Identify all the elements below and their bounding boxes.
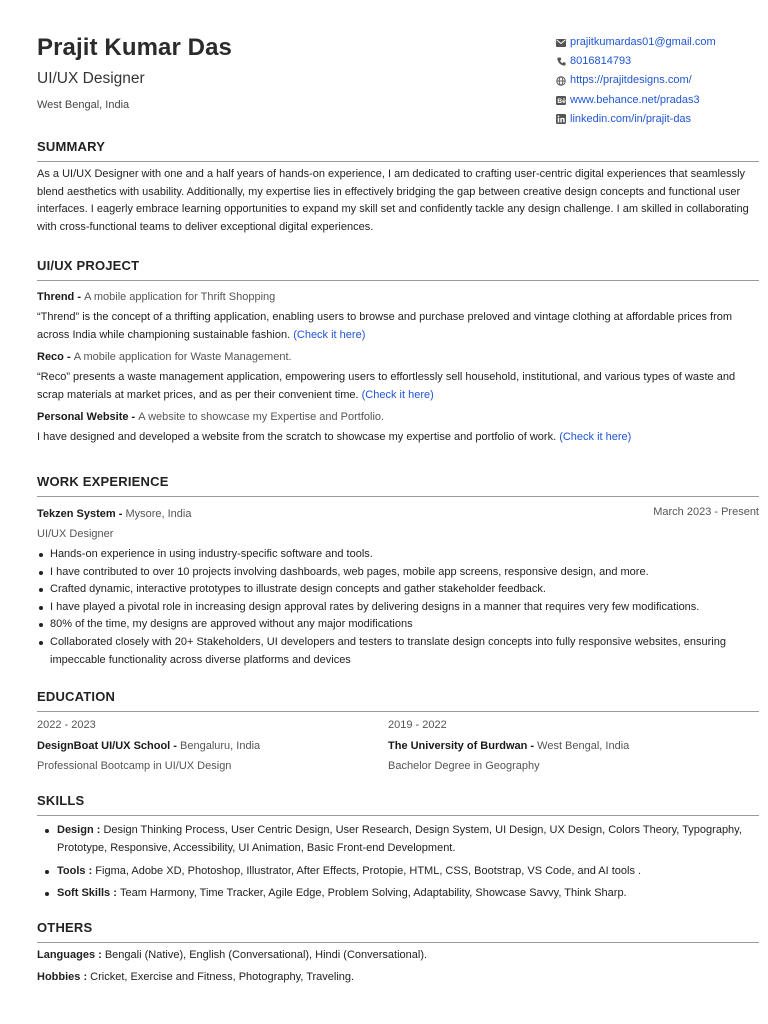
languages-text: Bengali (Native), English (Conversational), Hindi (Conversational). [104,949,428,961]
hobbies-line [37,969,759,987]
skill-label: Design : [57,824,104,836]
project-title [37,350,759,364]
project-link[interactable]: (Check it here) [293,328,366,341]
company-name: Tekzen System - [37,508,126,520]
project-link[interactable]: (Check it here) [559,431,632,444]
project-name: Thrend - [37,291,85,303]
contact-phone[interactable] [556,52,716,71]
education-dates: 2019 - 2022 [388,719,447,731]
projects-heading: UI/UX PROJECT [37,258,140,273]
education-item [37,718,260,773]
section-divider [37,711,759,712]
languages-line [37,947,759,965]
experience-dates: March 2023 - Present [653,506,759,518]
project-description [37,369,759,404]
list-item: Hands-on experience in using industry-specific software and tools. [37,546,759,564]
candidate-role: UI/UX Designer [37,70,145,87]
website-link[interactable]: https://prajitdesigns.com/ [570,74,692,87]
others-section [37,920,759,986]
skills-list [37,822,759,902]
skills-section [37,793,759,902]
education-heading: EDUCATION [37,689,116,704]
school-location: Bengaluru, India [180,740,261,752]
linkedin-icon [556,114,566,124]
contact-behance[interactable] [556,91,716,110]
experience-role: UI/UX Designer [37,528,114,540]
experience-header-row [37,507,759,521]
school-location: West Bengal, India [537,740,630,752]
hobbies-text: Cricket, Exercise and Fitness, Photography, Traveling. [90,970,355,983]
summary-text: As a UI/UX Designer with one and a half years of hands-on experience, I am dedicated to crafting user-centric digital experiences that seamlessly blend aesthetics with usability. Additionally, my expertise lies in effectively bridging the gap between creative design concepts and functional user interfaces. I eagerly embrace learning opportunities to expand my skill set and confidently tackle any design challenge. I am skilled in collaborating with cross-functional teams to deliver exceptional digital experiences. [37,168,749,233]
languages-label: Languages : [37,949,105,961]
section-divider [37,496,759,497]
experience-section [37,474,759,669]
svg-text:Bē: Bē [557,97,566,105]
list-item: 80% of the time, my designs are approved without any major modifications [37,616,759,634]
education-school-line [37,739,260,753]
list-item: Collaborated closely with 20+ Stakeholders, UI developers and testers to translate design concepts into fully responsive websites, ensuring impeccable functionality across diverse platforms and devices [37,634,759,669]
section-divider [37,161,759,162]
list-item: Crafted dynamic, interactive prototypes to illustrate design concepts and gather stakeholder feedback. [37,581,759,599]
skill-item [37,822,759,857]
contact-website[interactable] [556,71,716,90]
list-item: I have contributed to over 10 projects involving dashboards, web pages, mobile app screens, responsive design, and more. [37,564,759,582]
project-desc-text: “Reco” presents a waste management application, empowering users to effortlessly sell household, institutional, and various types of waste and scrap materials at market prices, and as per their convenient time. [37,371,736,401]
skill-item [37,863,759,881]
projects-section [37,258,759,447]
hobbies-label: Hobbies : [37,970,91,983]
project-desc-text: “Thrend” is the concept of a thrifting application, enabling users to browse and purchase preloved and vintage clothing at affordable prices from across India while championing sustainable fashion. [37,311,733,341]
linkedin-link[interactable]: linkedin.com/in/prajit-das [570,112,692,125]
education-school-line [388,739,629,753]
skill-label: Soft Skills : [57,886,120,899]
experience-bullets [37,546,759,669]
project-item [37,350,759,404]
phone-link[interactable]: 8016814793 [570,55,632,68]
section-divider [37,815,759,816]
project-item [37,290,759,344]
project-name: Personal Website - [37,411,139,424]
project-subtitle: A website to showcase my Expertise and Portfolio. [138,411,385,424]
project-subtitle: A mobile application for Thrift Shopping [84,291,276,303]
summary-section [37,139,759,236]
project-desc-text: I have designed and developed a website from the scratch to showcase my expertise and portfolio of work. [37,431,560,444]
skill-label: Tools : [57,865,96,878]
summary-heading: SUMMARY [37,139,106,154]
project-title [37,290,759,304]
education-item [388,718,629,773]
experience-heading: WORK EXPERIENCE [37,474,169,489]
project-subtitle: A mobile application for Waste Management. [73,351,292,364]
candidate-name: Prajit Kumar Das [37,34,233,61]
education-degree: Bachelor Degree in Geography [388,760,540,772]
education-section [37,689,759,776]
skills-heading: SKILLS [37,793,85,808]
project-link[interactable]: (Check it here) [361,388,434,401]
section-divider [37,942,759,943]
school-name: The University of Burdwan - [388,740,538,752]
list-item: I have played a pivotal role in increasing design approval rates by delivering designs in a manner that requires very few modifications. [37,599,759,617]
skill-item [37,885,759,903]
skill-text: Design Thinking Process, User Centric Design, User Research, Design System, UI Design, UX Design, Colors Theory, Typography, Prototype, Responsive, Accessibility, UI Animation, Basic Front-end Development. [57,824,742,854]
skill-text: Figma, Adobe XD, Photoshop, Illustrator, After Effects, Protopie, HTML, CSS, Bootstrap, VS Code, and AI tools . [95,865,642,878]
school-name: DesignBoat UI/UX School - [37,740,181,752]
others-heading: OTHERS [37,920,93,935]
company-location: Mysore, India [125,508,192,520]
behance-link[interactable]: www.behance.net/pradas3 [570,93,700,106]
project-description [37,309,759,344]
contact-list [556,33,716,129]
skill-text: Team Harmony, Time Tracker, Agile Edge, Problem Solving, Adaptability, Showcase Savvy, Think Sharp. [119,886,627,899]
project-item [37,410,759,447]
project-title [37,410,759,424]
contact-email[interactable] [556,33,716,52]
candidate-location: West Bengal, India [37,99,130,111]
email-link[interactable]: prajitkumardas01@gmail.com [570,36,716,48]
company-line [37,507,759,521]
project-name: Reco - [37,351,74,364]
behance-icon [556,95,566,105]
globe-icon [556,76,566,86]
education-degree: Professional Bootcamp in UI/UX Design [37,760,232,772]
phone-icon [556,57,566,67]
education-dates: 2022 - 2023 [37,719,96,731]
envelope-icon [556,38,566,48]
education-columns [37,718,759,776]
contact-linkedin[interactable] [556,110,716,129]
section-divider [37,280,759,281]
project-description [37,429,759,447]
